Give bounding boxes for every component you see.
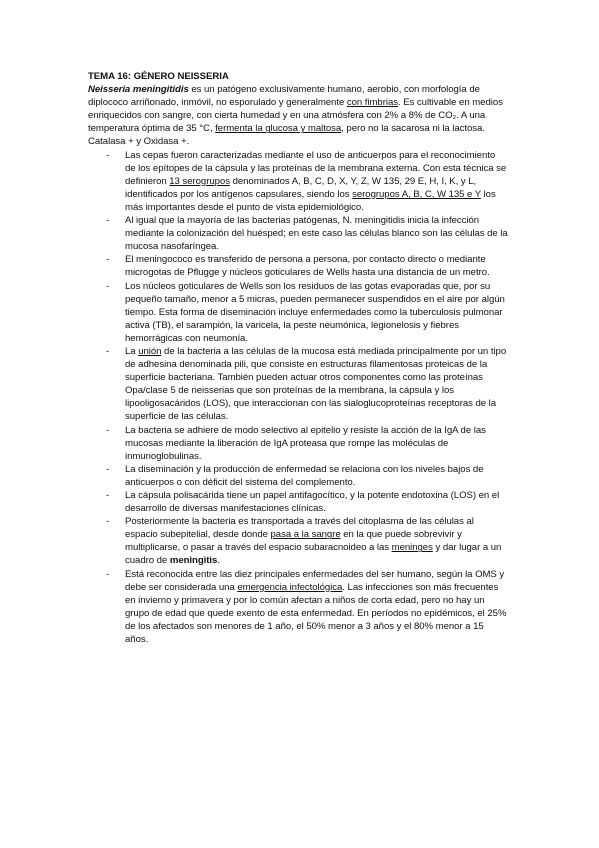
underlined-text: serogrupos A, B, C, W 135 e Y [352,188,481,200]
list-item: - La bacteria se adhiere de modo selectivo al epitelio y resiste la acción de la IgA de las mucosas mediante la liberación de IgA proteasa que rompe las moléculas de inmunoglobulinas. [106,424,486,462]
bullet-dash: - [106,568,110,580]
bullet-dash: - [106,516,110,528]
bullet-list [88,149,508,647]
document-page [88,70,508,646]
bold-text: meningitis [169,555,218,567]
underlined-text: 13 serogrupos [169,175,230,187]
underlined-text: meninges [391,542,433,554]
document-title: TEMA 16: GÉNERO NEISSERIA [88,71,229,82]
underlined-text: fermenta la glucosa y maltosa [215,123,342,135]
bullet-dash: - [106,424,110,436]
underlined-text: unión [138,345,162,357]
underlined-text: con fimbrias [346,97,398,109]
list-item: - La unión de la bacteria a las células de la mucosa está mediada principalmente por un tipo de adhesina denominada pili, que consiste en estructuras filamentosas proteicas de la superficie bacteriana. También pueden actuar otros componentes como las proteínas Opa/clase 5 de neisserias que son proteínas de la membrana, la cápsula y los lipooligosacáridos (LOS), que interaccionan con las sialoglucoproteínas receptoras de la superficie de las células. [106,345,507,423]
list-item: - Posteriormente la bacteria es transportada a través del citoplasma de las células al espacio subepitelial, desde donde pasa a la sangre en la que puede sobrevivir y multiplicarse, o pasar a través del espacio subaracnoideo a las meninges y dar lugar a un cuadro de meningitis. [106,516,502,567]
intro-paragraph: Neisseria meningitidis es un patógeno exclusivamente humano, aerobio, con morfología de diplococo arriñonado, inmóvil, no esporulado y generalmente con fimbrias. Es cultivable en medios enriquecidos con sangre, con cierta humedad y en una atmósfera con 2% a 8% de CO₂. A una temperatura óptima de 35 °C, fermenta la glucosa y maltosa, pero no la sacarosa ni la lactosa. Catalasa + y Oxidasa +. [88,84,503,148]
list-item: - El meningococo es transferido de persona a persona, por contacto directo o mediante microgotas de Pflugge y núcleos goticulares de Wells hasta una distancia de un metro. [106,254,490,279]
bullet-dash: - [106,215,110,227]
bullet-dash: - [106,280,110,292]
list-item: - Las cepas fueron caracterizadas mediante el uso de anticuerpos para el reconocimiento de los epítopes de la cápsula y las proteínas de la membrana externa. Con esta técnica se definieron 13 serogrupos denominados A, B, C, D, X, Y, Z, W 135, 29 E, H, I, K, y L, identificados por los antígenos capsulares, siendo los serogrupos A, B, C, W 135 e Y los más importantes desde el punto de vista epidemiológico. [106,149,507,213]
underlined-text: pasa a la sangre [270,529,341,541]
list-item: - Los núcleos goticulares de Wells son los residuos de las gotas evaporadas que, por su pequeño tamaño, menor a 5 micras, pueden permanecer suspendidos en el aire por algún tiempo. Esta forma de diseminación incluye enfermedades como la tuberculosis pulmonar activa (TB), el sarampión, la varicela, la peste neumónica, legionelosis y fiebres hemorrágicas con neumonía. [106,280,505,344]
bullet-dash: - [106,345,110,357]
bullet-dash: - [106,490,110,501]
list-item: - La cápsula polisacárida tiene un papel antifagocítico, y la potente endotoxina (LOS) en el desarrollo de diversas manifestaciones clínicas. [106,490,500,515]
list-item: - Al igual que la mayoría de las bacterias patógenas, N. meningitidis inicia la infección mediante la colonización del huésped; en este caso las células blanco son las células de la mucosa nasofaríngea. [106,215,508,253]
bullet-dash: - [106,254,110,266]
bullet-dash: - [106,149,110,161]
species-name: Neisseria meningitidis [88,84,189,96]
underlined-text: emergencia infectológica [237,581,343,593]
list-item: - La diseminación y la producción de enfermedad se relaciona con los niveles bajos de anticuerpos o con déficit del sistema del complemento. [106,463,484,488]
list-item: - Está reconocida entre las diez principales enfermedades del ser humano, según la OMS y debe ser considerada una emergencia infectológica. Las infecciones son más frecuentes en invierno y primavera y por lo común afectan a niños de corta edad, pero no hay un grupo de edad que quede exento de esta enfermedad. En períodos no epidémicos, el 25% de los afectados son menores de 1 año, el 50% menor a 3 años y el 80% menor a 15 años. [106,568,507,646]
bullet-dash: - [106,463,110,475]
